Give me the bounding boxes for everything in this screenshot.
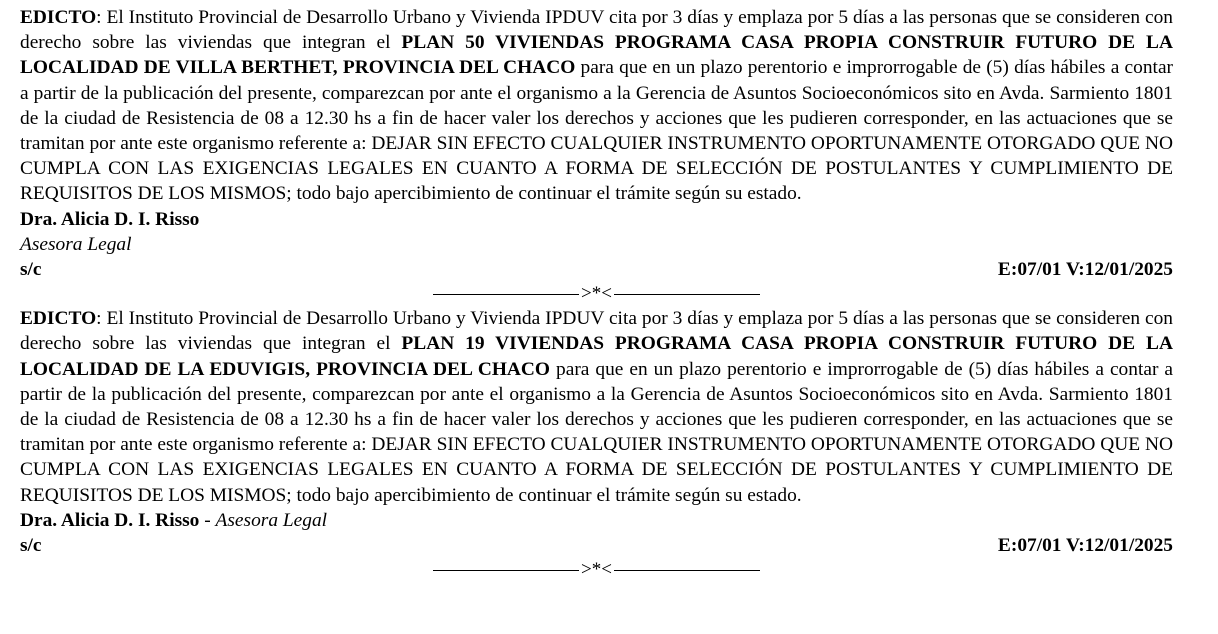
sc-label: s/c (20, 535, 42, 557)
signer-separator: - (199, 509, 216, 531)
publication-dates: E:07/01 V:12/01/2025 (997, 535, 1173, 557)
signer-line (20, 508, 1173, 533)
separator-rule (433, 570, 579, 571)
edict-body: para que en un plazo perentorio e improrrogable de (5) días hábiles a contar a partir de la publicación del presente, comparezcan por ante el organismo a la Gerencia de Asuntos Socioeconómicos sito en Avda. Sarmiento 1801 de la ciudad de Resistencia de 08 a 12.30 hs a fin de hacer valer los derechos y acciones que les pudieren corresponder, en las actuaciones que se tramitan por ante este organismo referente a: DEJAR SIN EFECTO CUALQUIER INSTRUMENTO OPORTUNAMENTE OTORGADO QUE NO CUMPLA CON LAS EXIGENCIAS LEGALES EN CUANTO A FORMA DE SELECCIÓN DE POSTULANTES Y CUMPLIMIENTO DE REQUISITOS DE LOS MISMOS; todo bajo apercibimiento de continuar el trámite según su estado. (20, 57, 1174, 205)
edict-footer (20, 257, 1173, 282)
edict-paragraph (20, 5, 1173, 207)
edict-lead: EDICTO (20, 7, 97, 28)
section-separator (20, 558, 1173, 582)
separator-rule (614, 294, 760, 295)
edict-notice (20, 306, 1173, 558)
separator-mark: >*< (581, 559, 612, 581)
edict-plan-name: PLAN 19 VIVIENDAS PROGRAMA CASA PROPIA CONSTRUIR FUTURO DE LA LOCALIDAD DE LA EDUVIGIS, PROVINCIA DEL CHACO (20, 333, 1173, 380)
section-separator (20, 282, 1173, 306)
signer-name: Dra. Alicia D. I. Risso (20, 208, 200, 230)
role-line (20, 232, 1173, 257)
edict-notice (20, 5, 1173, 282)
publication-dates: E:07/01 V:12/01/2025 (997, 259, 1173, 281)
edict-intro: : El Instituto Provincial de Desarrollo Urbano y Vivienda IPDUV cita por 3 días y emplaza por 5 días a las personas que se consideren con derecho sobre las viviendas que integran el (20, 7, 1173, 54)
separator-rule (614, 570, 760, 571)
sc-label: s/c (20, 259, 42, 281)
edict-body: para que en un plazo perentorio e improrrogable de (5) días hábiles a contar a partir de la publicación del presente, comparezcan por ante el organismo a la Gerencia de Asuntos Socioeconómicos sito en Avda. Sarmiento 1801 de la ciudad de Resistencia de 08 a 12.30 hs a fin de hacer valer los derechos y acciones que les pudieren corresponder, en las actuaciones que se tramitan por ante este organismo referente a: DEJAR SIN EFECTO CUALQUIER INSTRUMENTO OPORTUNAMENTE OTORGADO QUE NO CUMPLA CON LAS EXIGENCIAS LEGALES EN CUANTO A FORMA DE SELECCIÓN DE POSTULANTES Y CUMPLIMIENTO DE REQUISITOS DE LOS MISMOS; todo bajo apercibimiento de continuar el trámite según su estado. (20, 358, 1174, 506)
separator-mark: >*< (581, 283, 612, 305)
document-page (20, 5, 1173, 582)
signer-role: Asesora Legal (215, 509, 328, 531)
separator-rule (433, 294, 579, 295)
signer-name: Dra. Alicia D. I. Risso (20, 509, 200, 531)
edict-footer (20, 533, 1173, 558)
edict-plan-name: PLAN 50 VIVIENDAS PROGRAMA CASA PROPIA CONSTRUIR FUTURO DE LA LOCALIDAD DE VILLA BERTHET, PROVINCIA DEL CHACO (20, 32, 1173, 79)
edict-paragraph (20, 306, 1173, 508)
signer-line (20, 207, 1173, 232)
signer-role: Asesora Legal (20, 233, 132, 255)
edict-intro: : El Instituto Provincial de Desarrollo Urbano y Vivienda IPDUV cita por 3 días y emplaza por 5 días a las personas que se consideren con derecho sobre las viviendas que integran el (20, 308, 1173, 355)
edict-lead: EDICTO (20, 308, 97, 330)
